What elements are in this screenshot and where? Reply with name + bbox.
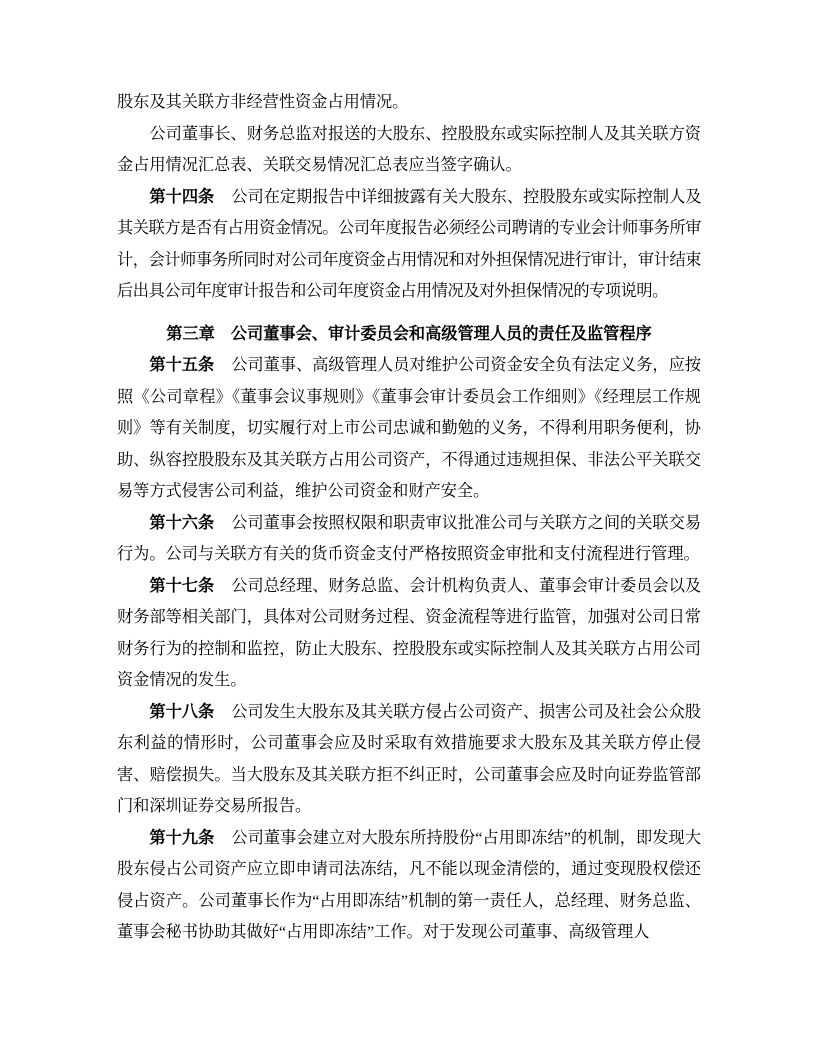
article-number: 第十五条 xyxy=(149,356,215,374)
article-18 xyxy=(117,697,701,823)
chapter-number: 第三章 xyxy=(166,324,215,343)
paragraph xyxy=(117,119,701,182)
paragraph-text: 公司董事会建立对大股东所持股份“占用即冻结”的机制，即发现大股东侵占公司资产应立即申请司法冻结，凡不能以现金清偿的，通过变现股权偿还侵占资产。公司董事长作为“占用即冻结”机制的第一责任人，总经理、财务总监、董事会秘书协助其做好“占用即冻结”工作。对于发现公司董事、高级管理人 xyxy=(117,828,702,941)
paragraph-text: 公司董事、高级管理人员对维护公司资金安全负有法定义务，应按照《公司章程》《董事会议事规则》《董事会审计委员会工作细则》《经理层工作规则》等有关制度，切实履行对上市公司忠诚和勤勉的义务，不得利用职务便利，协助、纵容控股股东及其关联方占用公司资产，不得通过违规担保、非法公平关联交易等方式侵害公司利益，维护公司资金和财产安全。 xyxy=(117,356,702,500)
chapter-title: 公司董事会、审计委员会和高级管理人员的责任及监管程序 xyxy=(230,324,652,343)
article-number: 第十七条 xyxy=(149,576,215,595)
article-19 xyxy=(117,823,701,949)
article-number: 第十四条 xyxy=(149,187,215,206)
paragraph-text: 股东及其关联方非经营性资金占用情况。 xyxy=(117,93,409,111)
paragraph-text: 公司发生大股东及其关联方侵占公司资产、损害公司及社会公众股东利益的情形时，公司董事会应及时采取有效措施要求大股东及其关联方停止侵害、赔偿损失。当大股东及其关联方拒不纠正时，公司董事会应及时向证券监管部门和深圳证券交易所报告。 xyxy=(117,702,702,815)
paragraph-text: 公司总经理、财务总监、会计机构负责人、董事会审计委员会以及财务部等相关部门，具体对公司财务过程、资金流程等进行监管，加强对公司日常财务行为的控制和监控，防止大股东、控股股东或实际控制人及其关联方占用公司资金情况的发生。 xyxy=(117,576,702,689)
article-15 xyxy=(117,350,701,508)
article-number: 第十九条 xyxy=(149,828,215,847)
document-body xyxy=(117,87,701,949)
continuation-paragraph xyxy=(117,87,701,119)
paragraph-text: 公司董事会按照权限和职责审议批准公司与关联方之间的关联交易行为。公司与关联方有关的货币资金支付严格按照资金审批和支付流程进行管理。 xyxy=(117,513,702,563)
article-14 xyxy=(117,182,701,308)
article-number: 第十八条 xyxy=(149,702,215,721)
paragraph-text: 公司董事长、财务总监对报送的大股东、控股股东或实际控制人及其关联方资金占用情况汇总表、关联交易情况汇总表应当签字确认。 xyxy=(117,124,701,174)
article-16 xyxy=(117,508,701,571)
paragraph-text: 公司在定期报告中详细披露有关大股东、控股股东或实际控制人及其关联方是否有占用资金情况。公司年度报告必须经公司聘请的专业会计师事务所审计，会计师事务所同时对公司年度资金占用情况和对外担保情况进行审计，审计结束后出具公司年度审计报告和公司年度资金占用情况及对外担保情况的专项说明。 xyxy=(117,187,701,300)
article-number: 第十六条 xyxy=(149,513,215,532)
chapter-heading xyxy=(117,319,701,351)
article-17 xyxy=(117,571,701,697)
